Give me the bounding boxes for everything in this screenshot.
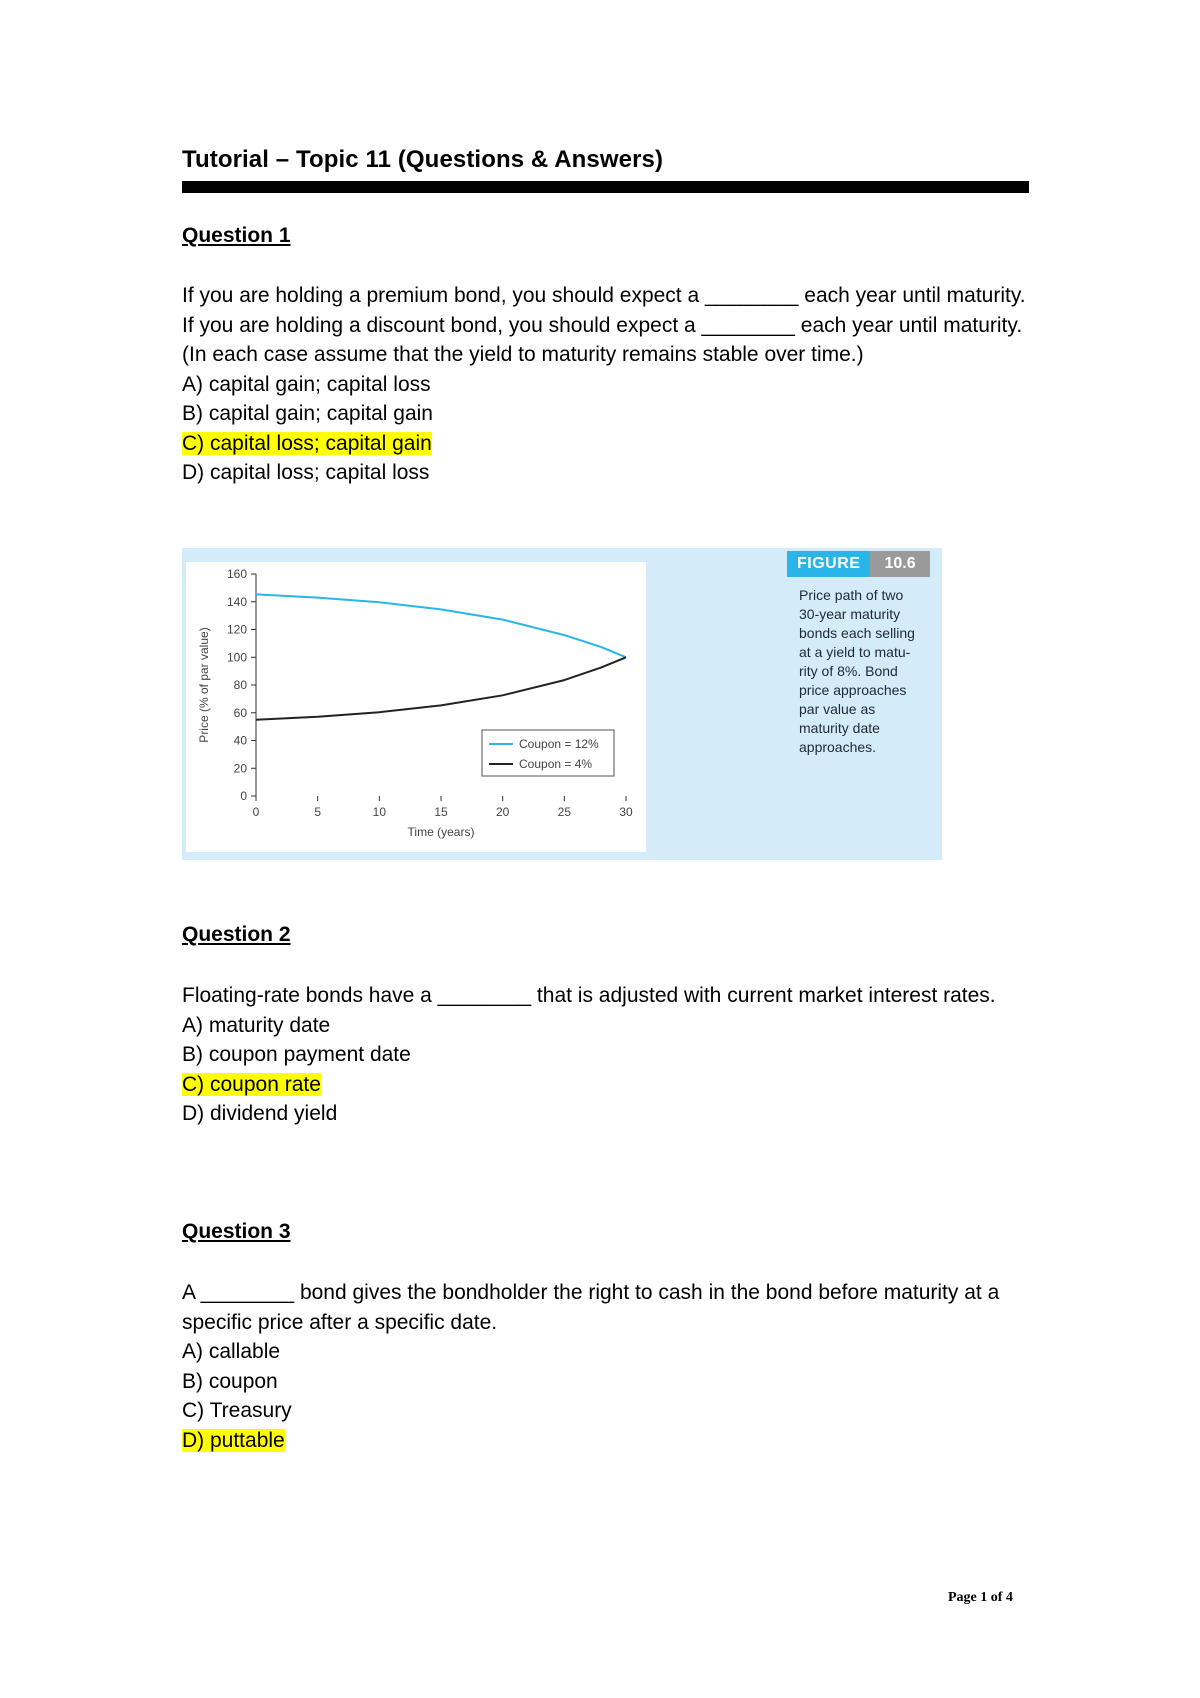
question-1-option-d: D) capital loss; capital loss xyxy=(182,461,430,484)
figure-caption-line: par value as xyxy=(799,701,876,717)
figure-badge-word: FIGURE xyxy=(787,551,870,577)
y-tick-label: 0 xyxy=(240,789,247,803)
x-tick-label: 5 xyxy=(314,805,322,819)
question-3-option-c: C) Treasury xyxy=(182,1399,292,1422)
x-axis-label: Time (years) xyxy=(407,825,475,839)
title-rule xyxy=(182,181,1029,193)
series-line-coupon-12 xyxy=(256,594,626,657)
figure-caption-line: Price path of two xyxy=(799,587,904,603)
figure-caption-line: rity of 8%. Bond xyxy=(799,663,898,679)
y-tick-label: 160 xyxy=(226,567,247,581)
figure-caption-line: approaches. xyxy=(799,739,877,755)
question-1-option-c-answer: C) capital loss; capital gain xyxy=(182,431,432,455)
question-3-body xyxy=(182,1278,1042,1455)
question-2-heading: Question 2 xyxy=(182,923,291,946)
figure-badge xyxy=(787,551,930,577)
figure-caption xyxy=(799,586,939,757)
y-tick-label: 120 xyxy=(226,622,247,637)
question-1-body xyxy=(182,281,1042,488)
question-2-option-b: B) coupon payment date xyxy=(182,1043,411,1066)
question-2-option-c-answer: C) coupon rate xyxy=(182,1072,321,1096)
question-1-heading: Question 1 xyxy=(182,224,291,247)
y-tick-label: 40 xyxy=(233,733,247,748)
y-tick-label: 20 xyxy=(233,761,247,776)
question-2-text: Floating-rate bonds have a ________ that is adjusted with current market interest rates. xyxy=(182,984,996,1007)
question-3-text: A ________ bond gives the bondholder the right to cash in the bond before maturity at a specific price after a specific date. xyxy=(182,1281,1000,1334)
page-title: Tutorial – Topic 11 (Questions & Answers) xyxy=(182,146,664,173)
figure-caption-line: bonds each selling xyxy=(799,625,915,641)
figure-badge-number: 10.6 xyxy=(870,551,929,577)
x-tick-label: 20 xyxy=(495,805,510,819)
x-tick-label: 15 xyxy=(434,805,448,819)
figure-caption-line: maturity date xyxy=(799,720,880,736)
bond-price-chart xyxy=(186,562,646,852)
figure-caption-line: 30-year maturity xyxy=(799,606,901,622)
x-tick-label: 0 xyxy=(252,805,260,819)
figure-caption-line: price approaches xyxy=(799,682,907,698)
y-tick-label: 80 xyxy=(233,678,247,692)
x-tick-label: 25 xyxy=(557,805,572,819)
question-3-option-b: B) coupon xyxy=(182,1369,278,1393)
figure-10-6 xyxy=(182,548,942,860)
x-tick-label: 30 xyxy=(619,805,633,819)
question-3-option-a: A) callable xyxy=(182,1340,281,1363)
legend-label: Coupon = 12% xyxy=(519,737,599,751)
legend-label: Coupon = 4% xyxy=(519,757,593,771)
question-3-heading: Question 3 xyxy=(182,1220,291,1243)
y-tick-label: 60 xyxy=(233,705,247,720)
y-axis-label: Price (% of par value) xyxy=(197,627,211,743)
y-tick-label: 140 xyxy=(226,594,247,609)
question-2-body xyxy=(182,981,1042,1129)
series-line-coupon-4 xyxy=(256,657,626,720)
question-2-option-d: D) dividend yield xyxy=(182,1102,338,1125)
bond-price-chart-svg xyxy=(186,562,646,852)
question-1-option-b: B) capital gain; capital gain xyxy=(182,402,433,425)
question-1-option-a: A) capital gain; capital loss xyxy=(182,372,431,396)
x-tick-label: 10 xyxy=(372,805,387,819)
y-tick-label: 100 xyxy=(226,650,247,665)
question-2-option-a: A) maturity date xyxy=(182,1013,331,1037)
question-3-option-d-answer: D) puttable xyxy=(182,1428,285,1452)
question-1-text: If you are holding a premium bond, you should expect a ________ each year until maturity. If you are holding a discount bond, you should expect a ________ each year until maturity. (In each case assume that the yield to maturity remains stable over time.) xyxy=(182,284,1026,366)
figure-caption-line: at a yield to matu- xyxy=(799,644,911,660)
page-number: Page 1 of 4 xyxy=(948,1590,1013,1605)
